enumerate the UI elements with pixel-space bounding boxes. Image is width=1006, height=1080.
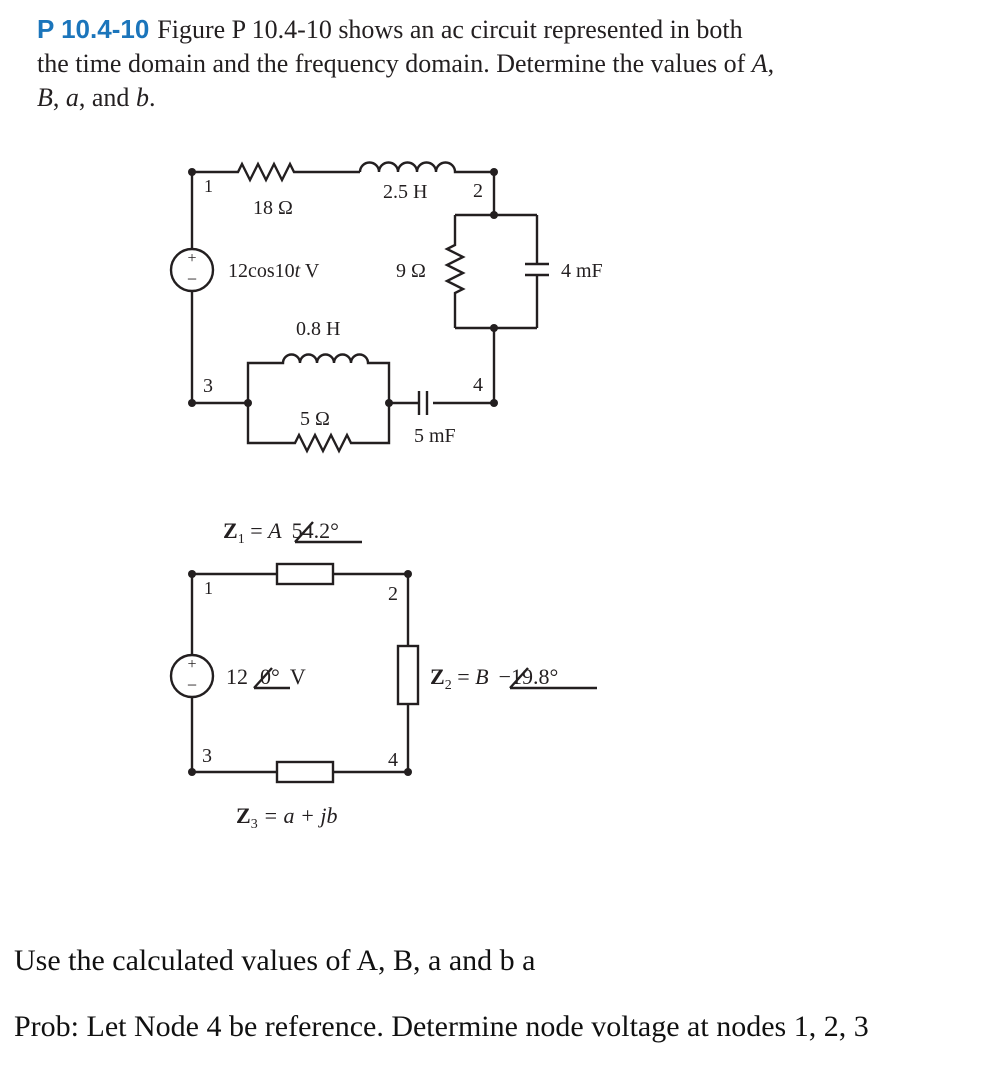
source-minus-sign: −: [186, 269, 198, 289]
f-node-1-label: 1: [204, 578, 213, 598]
note-line-1: Use the calculated values of A, B, a and b a: [14, 944, 536, 977]
var-b: b: [135, 83, 149, 112]
f-node-4-dot: [404, 768, 412, 776]
node-right-par-dot: [385, 399, 393, 407]
z2-subscript: 2: [444, 678, 452, 693]
label-source: [228, 260, 320, 282]
label-2-5H: 2.5 H: [383, 181, 428, 203]
node-3-dot: [188, 399, 196, 407]
t-node-1-label: 1: [204, 176, 213, 196]
node-2b-dot: [490, 211, 498, 219]
z1-angle: 54.2°: [291, 518, 339, 543]
f-source-minus-sign: −: [186, 675, 198, 695]
node-par-dot: [490, 324, 498, 332]
problem-text-1: Figure P 10.4-10 shows an ac circuit represented in both the time domain and the frequency domain. Determine the values of: [37, 15, 752, 78]
z3-subscript: 3: [250, 817, 258, 832]
frequency-domain-circuit: [171, 518, 597, 832]
z1-variable: A: [268, 518, 282, 543]
z3-symbol: Z: [236, 803, 251, 828]
problem-number: P 10.4-10: [37, 14, 150, 44]
node-left-par-dot: [244, 399, 252, 407]
label-0-8H: 0.8 H: [296, 318, 341, 340]
z2-angle: −19.8°: [498, 664, 559, 689]
f-node-2-dot: [404, 570, 412, 578]
f-node-3-label: 3: [202, 745, 212, 767]
inductor-2-5H: [360, 163, 494, 173]
z2-variable: B: [475, 664, 489, 689]
f-source-plus-sign: +: [187, 656, 197, 673]
time-domain-circuit: [171, 163, 603, 452]
note-line-2: Prob: Let Node 4 be reference. Determine node voltage at nodes 1, 2, 3: [14, 1010, 869, 1043]
z1-equals: =: [244, 518, 269, 543]
z3-label: [236, 803, 338, 832]
label-5mF: 5 mF: [414, 425, 456, 447]
end-period: .: [148, 83, 156, 112]
source-plus-sign: +: [187, 250, 197, 267]
impedance-z1-box: [277, 564, 333, 584]
parallel-inductor-resistor: [248, 355, 389, 452]
f-source-angle: 0°: [260, 664, 280, 689]
resistor-18-ohm: [192, 164, 360, 180]
node-2-dot: [490, 168, 498, 176]
wire-parallel-bottom: [455, 328, 537, 403]
z1-subscript: 1: [237, 532, 245, 547]
sep-2: ,: [52, 83, 66, 112]
f-source-unit: V: [289, 664, 306, 689]
label-5-ohm: 5 Ω: [300, 408, 330, 430]
z2-symbol: Z: [430, 664, 445, 689]
impedance-z3-box: [277, 762, 333, 782]
z1-symbol: Z: [223, 518, 238, 543]
var-a: a: [65, 83, 79, 112]
impedance-z2-box: [398, 646, 418, 704]
z3-expression: = a + jb: [257, 803, 338, 828]
node-4-dot: [490, 399, 498, 407]
label-18-ohm: 18 Ω: [253, 197, 293, 219]
label-4mF: 4 mF: [561, 260, 603, 282]
var-A: A: [751, 49, 768, 78]
label-9-ohm: 9 Ω: [396, 260, 426, 282]
capacitor-4mF: [525, 215, 549, 328]
f-node-2-label: 2: [388, 583, 398, 605]
node-1-dot: [188, 168, 196, 176]
f-node-1-dot: [188, 570, 196, 578]
source-unit: V: [300, 260, 320, 282]
f-node-3-dot: [188, 768, 196, 776]
wire-right-top: [455, 172, 537, 215]
t-node-4-label: 4: [473, 374, 483, 396]
f-source-magnitude: 12: [226, 664, 248, 689]
sep-1: ,: [767, 49, 775, 78]
source-t: t: [294, 260, 301, 282]
sep-3: , and: [78, 83, 136, 112]
source-expr: 12cos10: [228, 260, 295, 282]
t-node-2-label: 2: [473, 180, 483, 202]
t-node-3-label: 3: [203, 375, 213, 397]
resistor-9-ohm: [447, 215, 463, 328]
z2-equals: =: [451, 664, 476, 689]
var-B: B: [37, 83, 53, 112]
f-node-4-label: 4: [388, 749, 398, 771]
